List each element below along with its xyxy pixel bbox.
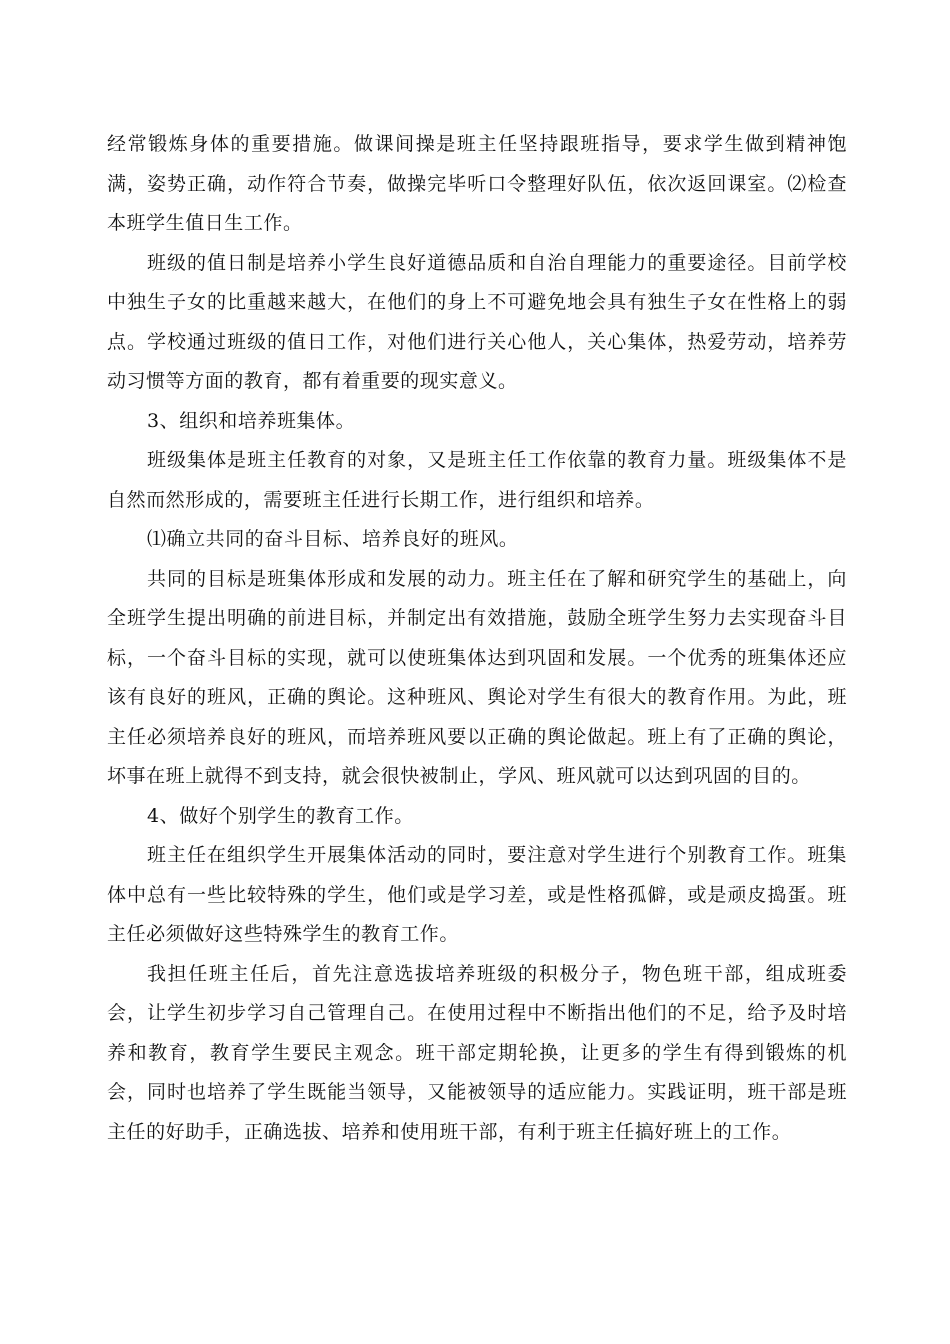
section-heading: 4、做好个别学生的教育工作。 bbox=[147, 804, 414, 827]
section-heading: 3、组织和培养班集体。 bbox=[147, 409, 356, 432]
paragraph: 共同的目标是班集体形成和发展的动力。班主任在了解和研究学生的基础上，向全班学生提出明确的前进目标，并制定出有效措施，鼓励全班学生努力去实现奋斗目标，一个奋斗目标的实现，就可以使班集体达到巩固和发展。一个优秀的班集体还应该有良好的班风，正确的舆论。这种班风、舆论对学生有很大的教育作用。为此，班主任必须培养良好的班风，而培养班风要以正确的舆论做起。班上有了正确的舆论，坏事在班上就得不到支持，就会很快被制止，学风、班风就可以达到巩固的目的。 bbox=[107, 567, 847, 787]
paragraph-continued: 经常锻炼身体的重要措施。做课间操是班主任坚持跟班指导，要求学生做到精神饱满，姿势正确，动作符合节奏，做操完毕听口令整理好队伍，依次返回课室。⑵检查本班学生值日生工作。 bbox=[107, 133, 847, 234]
paragraph: 班级的值日制是培养小学生良好道德品质和自治自理能力的重要途径。目前学校中独生子女的比重越来越大，在他们的身上不可避免地会具有独生子女在性格上的弱点。学校通过班级的值日工作，对他们进行关心他人，关心集体，热爱劳动，培养劳动习惯等方面的教育，都有着重要的现实意义。 bbox=[107, 251, 847, 392]
paragraph: 班级集体是班主任教育的对象，又是班主任工作依靠的教育力量。班级集体不是自然而然形成的，需要班主任进行长期工作，进行组织和培养。 bbox=[107, 449, 847, 511]
document-body bbox=[107, 125, 847, 1152]
paragraph: 班主任在组织学生开展集体活动的同时，要注意对学生进行个别教育工作。班集体中总有一些比较特殊的学生，他们或是学习差，或是性格孤僻，或是顽皮捣蛋。班主任必须做好这些特殊学生的教育工作。 bbox=[107, 844, 847, 945]
subsection-heading: ⑴确立共同的奋斗目标、培养良好的班风。 bbox=[147, 528, 519, 550]
paragraph: 我担任班主任后，首先注意选拔培养班级的积极分子，物色班干部，组成班委会，让学生初步学习自己管理自己。在使用过程中不断指出他们的不足，给予及时培养和教育，教育学生要民主观念。班干部定期轮换，让更多的学生有得到锻炼的机会，同时也培养了学生既能当领导，又能被领导的适应能力。实践证明，班干部是班主任的好助手，正确选拔、培养和使用班干部，有利于班主任搞好班上的工作。 bbox=[107, 962, 847, 1143]
